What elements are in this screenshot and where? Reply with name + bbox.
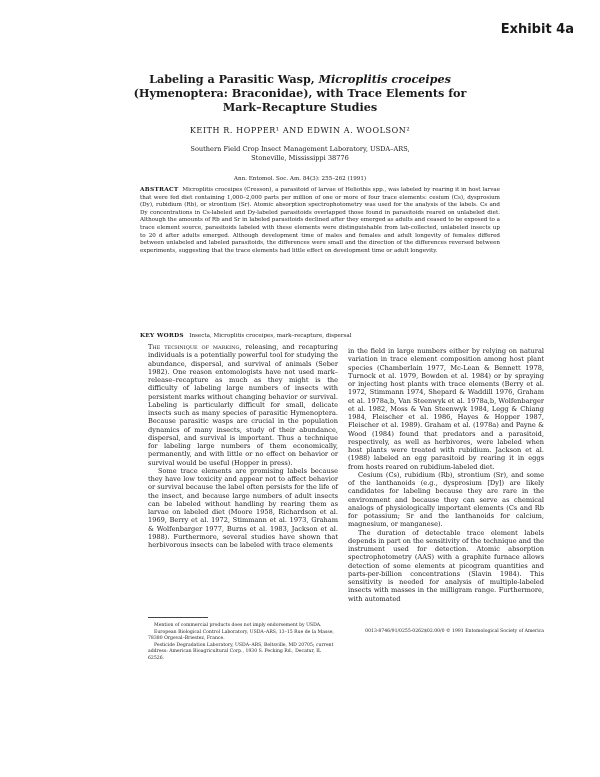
footnote-3: Pesticide Degradation Laboratory, USDA–ARS, Beltsville, MD 20705; current address: American Bioagricultural Corp., 1930 S. Pecking Rd., Decatur, IL 62526. [148, 642, 334, 661]
authors: KEITH R. HOPPER¹ AND EDWIN A. WOOLSON² [189, 126, 411, 135]
exhibit-label: Exhibit 4a [500, 22, 574, 37]
article-title [120, 72, 480, 114]
right-column [348, 347, 544, 603]
issn-copyright: 0013-8746/91/0255-0262$02.00/0 © 1991 Entomological Society of America [365, 629, 544, 634]
right-paragraph-3: The duration of detectable trace element labels depends in part on the sensitivity of the technique and the instrument used for detection. Atomic absorption spectrophotometry (AAS) with a graphite furnace allows detection of some elements at picogram quantities and parts-per-billion concentrations (Slavin 1984). This sensitivity is needed for analysis of multiple-labeled insects with masses in the milligram range. Furthermore, with automated [348, 528, 544, 603]
footnote-1: Mention of commercial products does not imply endorsement by USDA. [154, 623, 322, 628]
title-part-1: Labeling a Parasitic Wasp, [149, 72, 315, 86]
abstract [140, 187, 500, 255]
abstract-label: ABSTRACT [140, 187, 179, 193]
abstract-text: Microplitis croceipes (Cresson), a parasitoid of larvae of Heliothis spp., was labeled by rearing it in host larvae that were fed diet containing 1,000–2,000 parts per million of one or more of four trace elements: cesium (Cs), dysprosium (Dy), rubidium (Rb), or strontium (Sr). Atomic absorption spectrophotometry was used for the analysis of the labels. Cs and Dy concentrations in Cs-labeled and Dy-labeled parasitoids overlapped those found in parasitoids reared on unlabeled diet. Although the amounts of Rb and Sr in labeled parasitoids declined after they emerged as adults and ceased to be exposed to a trace element source, parasitoids labeled with these elements were distinguishable from lab-collected, unlabeled insects up to 20 d after adults emerged. Although development time of males and females and adult longevity of females differed between unlabeled and labeled parasitoids, the differences were small and the direction of the differences reversed between experiments, suggesting that the trace elements had little effect on development time or adult longevity. [140, 187, 501, 254]
left-paragraph-2: Some trace elements are promising labels because they have low toxicity and appear not to affect behavior or survival because the label often persists for the life of the insect, and because large numbers of adult insects can be labeled without handling by rearing them as larvae on labeled diet (Moore 1958, Richardson et al. 1969, Berry et al. 1972, Stimmann et al. 1973, Graham & Wolfenbarger 1977, Burns et al. 1983, Jackson et al. 1988). Furthermore, several studies have shown that herbivorous insects can be labeled with trace elements [148, 466, 338, 549]
affiliation-line-2: Stoneville, Mississippi 38776 [251, 154, 349, 162]
title-part-2: (Hymenoptera: Braconidae), with Trace Elements for [133, 86, 467, 100]
affiliation-line-1: Southern Field Crop Insect Management Laboratory, USDA–ARS, [190, 145, 410, 153]
left-column [148, 343, 338, 549]
lead-in-text: The technique of marking, [148, 343, 242, 351]
affiliation [0, 145, 600, 163]
footnote-rule [148, 617, 208, 618]
keywords [140, 333, 500, 339]
footnote-2: European Biological Control Laboratory, USDA–ARS, 13–15 Rue de la Masse, 78380 Orgeval–Briestez, France. [148, 629, 334, 642]
footnotes [148, 623, 338, 663]
title-species: Microplitis croceipes [318, 72, 451, 86]
right-paragraph-2: Cesium (Cs), rubidium (Rb), strontium (Sr), and some of the lanthanoids (e.g., dysprosium [Dy]) are likely candidates for labeling because they are rare in the environment and because they can serve as chemical analogs of physiologically important elements (Cs and Rb for potassium; Sr and the lanthanoids for calcium, magnesium, or manganese). [348, 470, 544, 529]
keywords-label: KEY WORDS [140, 333, 184, 339]
journal-citation: Ann. Entomol. Soc. Am. 84(3): 255–262 (1991) [233, 176, 367, 182]
keywords-text: Insecta, Microplitis croceipes, mark–recapture, dispersal [189, 333, 352, 339]
left-paragraph-1-text: releasing, and recapturing individuals is a potentially powerful tool for studying the abundance, dispersal, and survival of animals (Seber 1982). One reason entomologists have not used mark–release–recapture as much as they might is the difficulty of labeling large numbers of insects with persistent marks without changing behavior or survival. Labeling is particularly difficult for small, delicate insects such as many species of parasitic Hymenoptera. Because parasitic wasps are crucial in the population dynamics of many insects, study of their abundance, dispersal, and survival is important. Thus a technique for labeling large numbers of them economically, permanently, and with little or no effect on behavior or survival would be useful (Hopper in press). [148, 343, 338, 467]
title-part-3: Mark–Recapture Studies [222, 100, 378, 114]
left-paragraph-1 [148, 343, 338, 467]
right-paragraph-1: in the field in large numbers either by relying on natural variation in trace element composition among host plant species (Chamberlain 1977, Mc-Lean & Bennett 1978, Turnock et al. 1979, Bowden et al. 1984) or by spraying or injecting host plants with trace elements (Berry et al. 1972, Stimmann 1974, Shepard & Waddill 1976, Graham et al. 1978a,b, Van Steenwyk et al. 1978a,b, Wolfenbarger et al. 1982, Moss & Van Steenwyk 1984, Legg & Chiang 1984, Fleischer et al. 1986, Hayes & Hopper 1987, Fleischer et al. 1989). Graham et al. (1978a) and Payne & Wood (1984) found that predators and a parasitoid, respectively, as well as herbivores, were labeled when host plants were treated with rubidium. Jackson et al. (1988) labeled an egg parasitoid by rearing it in eggs from hosts reared on rubidium-labeled diet. [348, 347, 544, 471]
